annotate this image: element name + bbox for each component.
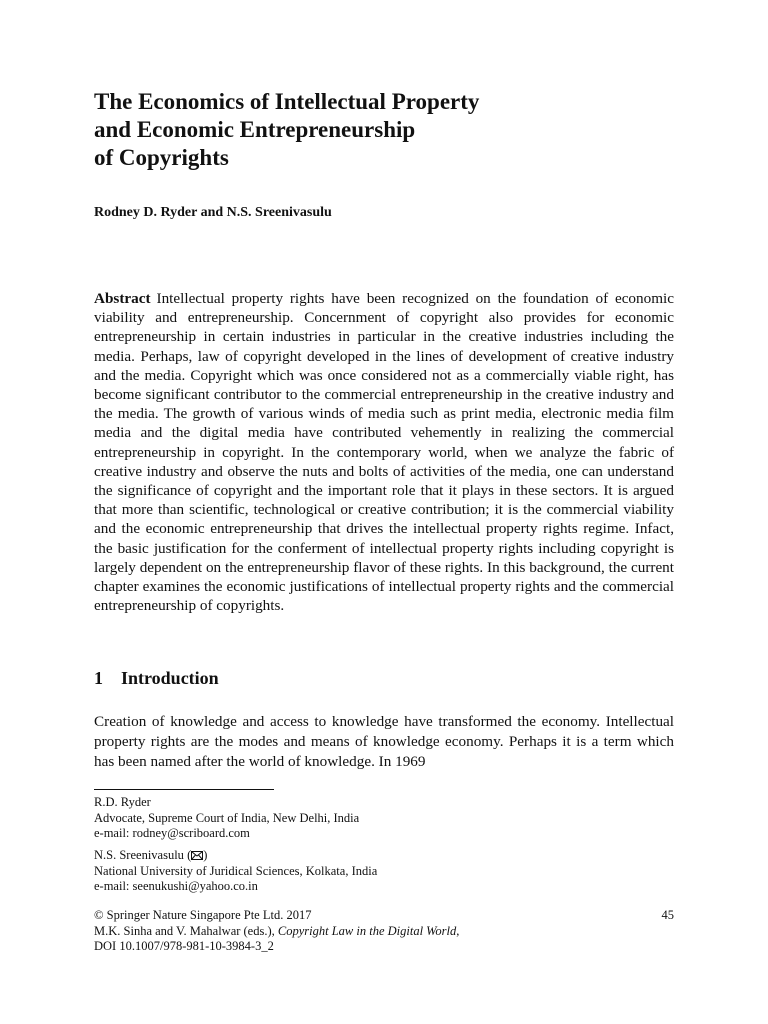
title-line-3: of Copyrights bbox=[94, 145, 229, 170]
editors-text: M.K. Sinha and V. Mahalwar (eds.), bbox=[94, 923, 275, 938]
book-title: Copyright Law in the Digital World bbox=[277, 923, 457, 938]
book-title-suffix: , bbox=[456, 923, 460, 938]
envelope-icon bbox=[191, 851, 203, 860]
citation-line bbox=[94, 924, 674, 940]
section-title: Introduction bbox=[121, 668, 219, 688]
author-list: Rodney D. Ryder and N.S. Sreenivasulu bbox=[94, 205, 332, 220]
abstract-text: Intellectual property rights have been recognized on the foundation of economic viability and entrepreneurship. Concernment of copyright also provides for economic entrepreneurship in certain industries in particular in the creative industries including the media. Perhaps, law of copyright developed in the lines of development of creative industry and the media. Copyright which was once considered not as a commercially viable right, has become significant contributor to the commercial entrepreneurship in the creative industry and the media. The growth of various winds of media such as print media, electronic media film media and the digital media have contributed vehemently in realizing the commercial entrepreneurship in copyright. In the contemporary world, when we analyze the fabric of creative industry and observe the nuts and bolts of activities of the media, one can understand the significance of copyright and the important role that it plays in these sectors. It is argued that more than scientific, technological or creative contribution; it is the commercial viability and the economic entrepreneurship that drives the intellectual property rights regime. Infact, the basic justification for the conferment of intellectual property rights including copyright is largely dependent on the entrepreneurship flavor of these rights. In this background, the current chapter examines the economic justifications of intellectual property rights and the commercial entrepreneurship of copyrights. bbox=[94, 290, 674, 615]
chapter-title bbox=[94, 88, 694, 172]
abstract-paragraph bbox=[94, 289, 674, 615]
affiliation-name: R.D. Ryder bbox=[94, 795, 151, 809]
footnote-rule bbox=[94, 789, 274, 790]
affiliation-name-line: N.S. Sreenivasulu ( ) bbox=[94, 848, 208, 862]
page-footer bbox=[94, 908, 674, 955]
copyright-line: © Springer Nature Singapore Pte Ltd. 2017 bbox=[94, 908, 312, 922]
intro-paragraph: Creation of knowledge and access to knowledge have transformed the economy. Intellectual property rights are the modes and means of knowledge economy. Perhaps it is a term which has been named after the world of knowledge. In 1969 bbox=[94, 713, 674, 770]
title-line-1: The Economics of Intellectual Property bbox=[94, 89, 480, 114]
affiliation-org: Advocate, Supreme Court of India, New Delhi, India bbox=[94, 810, 360, 825]
affiliation-ryder bbox=[94, 795, 594, 842]
section-number: 1 bbox=[94, 668, 103, 688]
affiliation-sreenivasulu bbox=[94, 848, 594, 895]
affiliation-email: e-mail: seenukushi@yahoo.co.in bbox=[94, 879, 258, 893]
section-heading bbox=[94, 668, 219, 689]
affiliation-name: N.S. Sreenivasulu bbox=[94, 848, 184, 862]
affiliation-email: e-mail: rodney@scriboard.com bbox=[94, 826, 250, 840]
title-line-2: and Economic Entrepreneurship bbox=[94, 117, 416, 142]
page-number: 45 bbox=[661, 908, 674, 922]
affiliation-org: National University of Juridical Sciences, Kolkata, India bbox=[94, 863, 378, 878]
abstract-label: Abstract bbox=[94, 290, 151, 307]
doi-line: DOI 10.1007/978-981-10-3984-3_2 bbox=[94, 939, 274, 953]
